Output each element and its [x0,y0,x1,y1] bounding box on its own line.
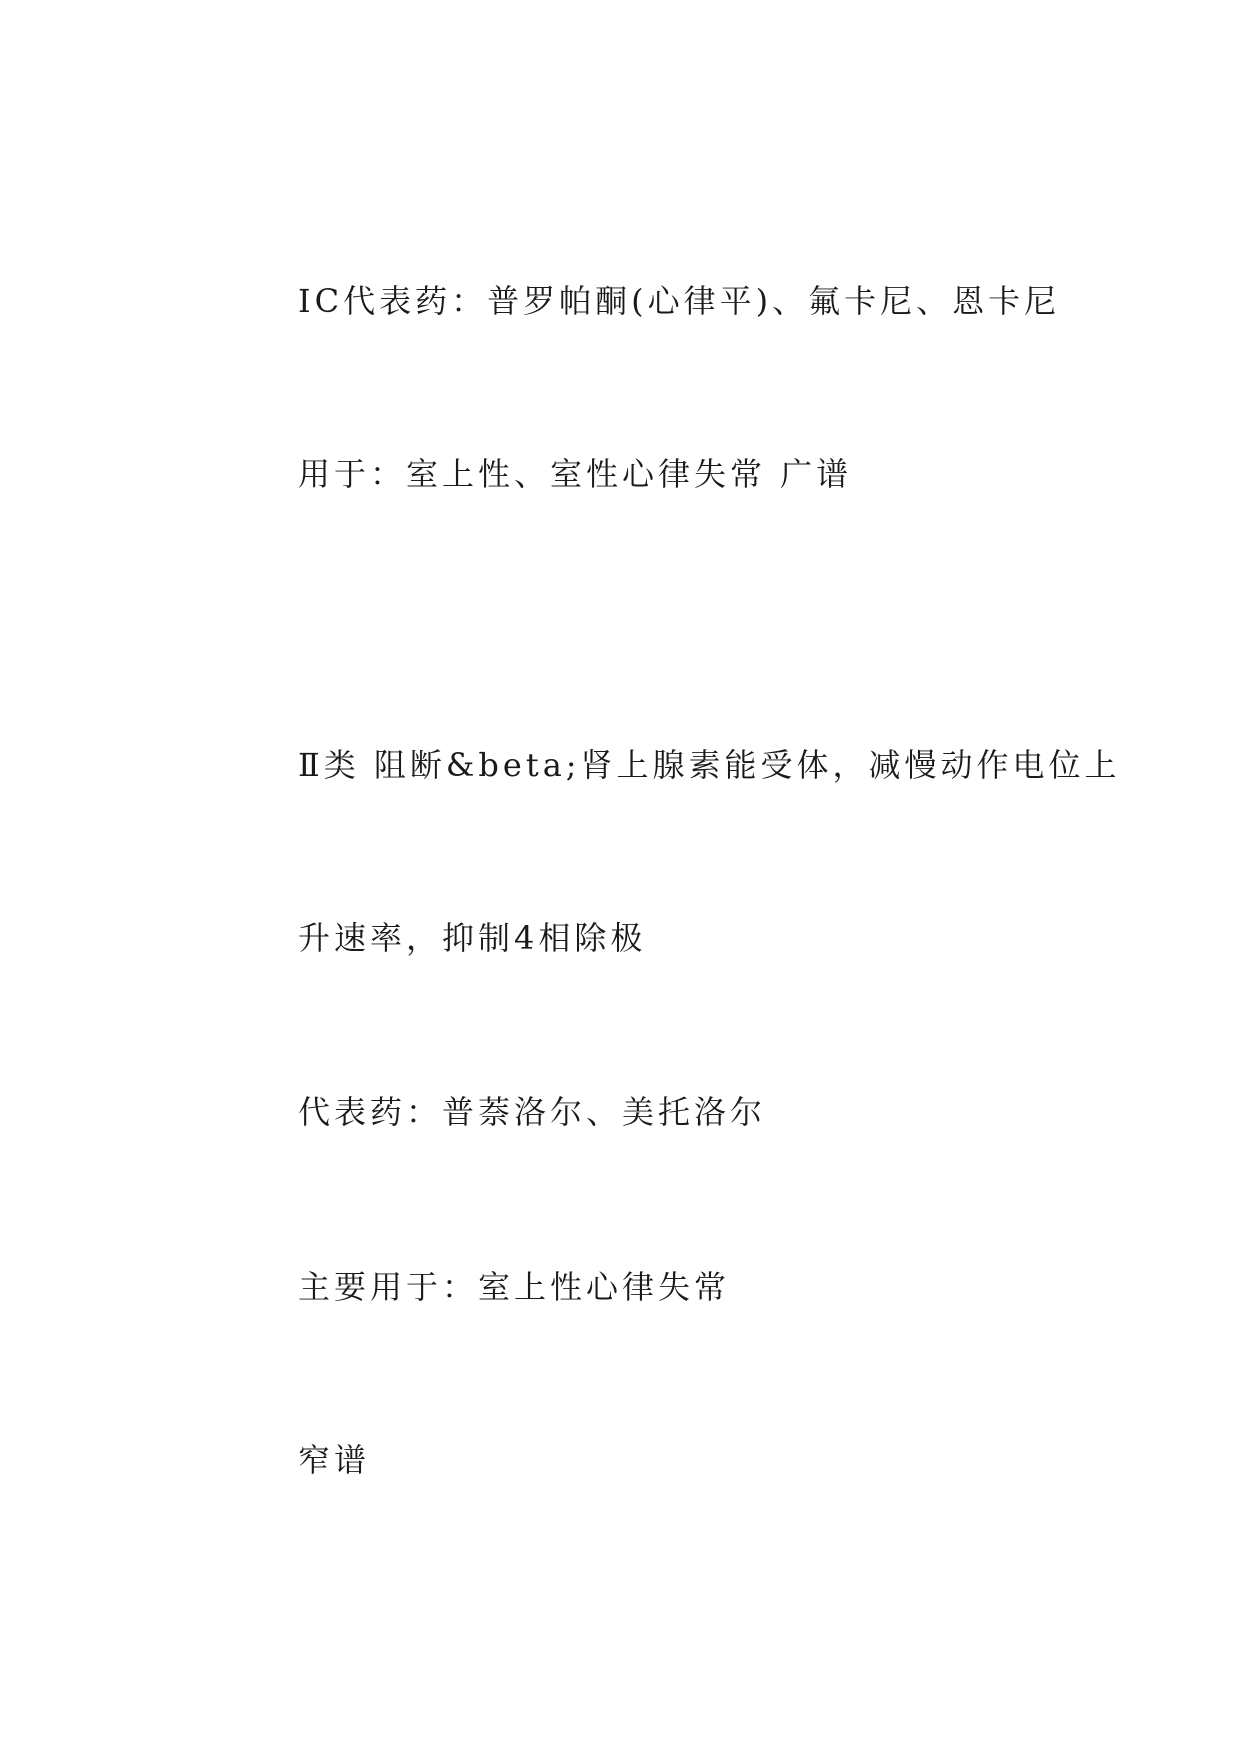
text-line-class-ii-mechanism-cont: 升速率，抑制4相除极 [298,919,647,957]
text-line-class-ii-drugs: 代表药：普萘洛尔、美托洛尔 [298,1093,767,1131]
text-line-ic-usage: 用于：室上性、室性心律失常 广谱 [298,455,853,493]
text-line-class-ii-usage: 主要用于：室上性心律失常 [298,1268,731,1306]
text-line-class-ic-drugs: ⅠC代表药：普罗帕酮(心律平)、氟卡尼、恩卡尼 [298,282,1061,320]
text-line-narrow-spectrum: 窄谱 [298,1441,371,1479]
text-line-class-ii-mechanism: Ⅱ类 阻断&beta;肾上腺素能受体，减慢动作电位上 [298,746,1121,784]
